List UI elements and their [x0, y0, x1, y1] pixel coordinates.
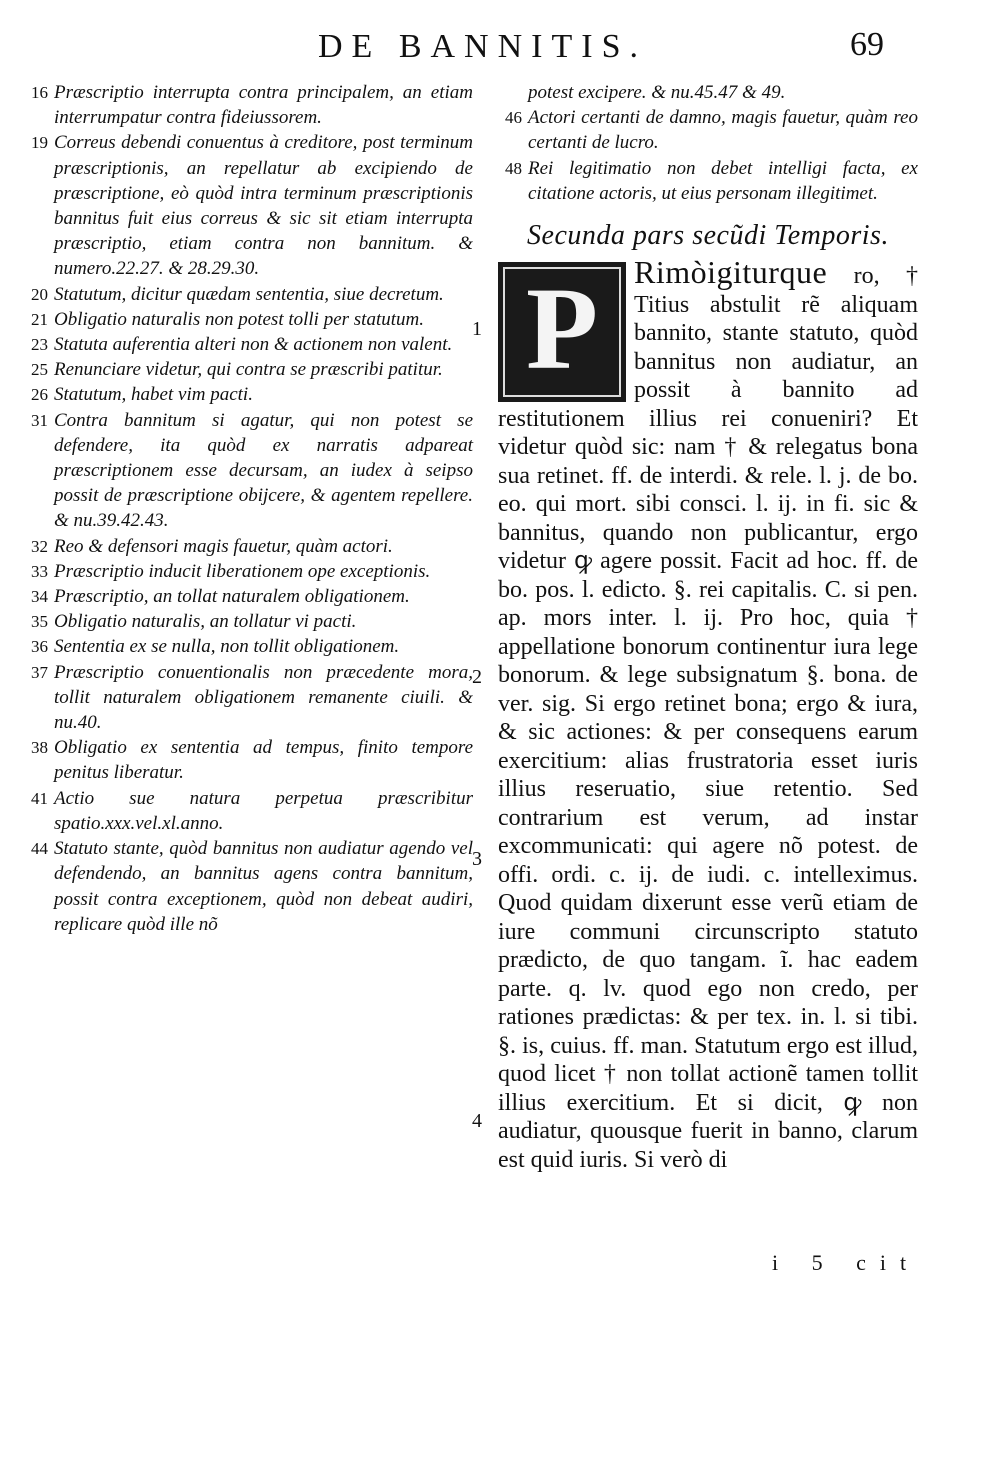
entry-text: Statutum, dicitur quædam sententia, siue decretum.	[54, 283, 444, 305]
index-entry	[18, 634, 473, 659]
index-entry	[18, 584, 473, 609]
index-entry	[498, 80, 918, 105]
entry-number: 44	[31, 839, 48, 859]
index-entry	[18, 382, 473, 407]
index-entry	[18, 609, 473, 634]
entry-text: potest excipere. & nu.45.47 & 49.	[528, 82, 786, 103]
section-title: Secunda pars secũdi Temporis.	[527, 220, 889, 252]
entry-text: Obligatio naturalis non potest tolli per statutum.	[54, 308, 424, 330]
entry-text: Statuto stante, quòd bannitus non audiatur agendo vel defendendo, an bannitus agens contra bannitum, possit contra exceptionem, quòd non debeat audiri, replicare quòd ille nõ	[54, 838, 473, 935]
opening-word: Rimòigiturque	[634, 254, 828, 291]
index-entry	[18, 357, 473, 382]
entry-text: Reo & defensori magis fauetur, quàm actori.	[54, 535, 393, 557]
entry-text: Obligatio naturalis, an tollatur vi pacti.	[54, 611, 357, 633]
entry-number: 19	[31, 133, 48, 153]
right-index	[498, 80, 918, 206]
margin-number: 3	[472, 848, 482, 871]
entry-number: 37	[31, 662, 48, 682]
entry-number: 33	[31, 561, 48, 581]
entry-text: Actio sue natura perpetua præscribitur spatio.xxx.vel.xl.anno.	[54, 787, 473, 834]
entry-text: Contra bannitum si agatur, qui non potest se defendere, ita quòd ex narratis adpareat præscriptionem esse decursam, an iudex à seipso possit de præscriptione obijcere, & agentem repellere. & nu.39.42.43.	[54, 409, 473, 532]
entry-text: Rei legitimatio non debet intelligi facta, ex citatione actoris, ut eius personam illegitimet.	[528, 157, 918, 204]
entry-number: 20	[31, 284, 48, 304]
main-text	[472, 254, 918, 1174]
index-entry	[498, 156, 918, 206]
index-entry	[18, 130, 473, 281]
index-entry	[18, 282, 473, 307]
margin-number: 4	[472, 1110, 482, 1133]
entry-number: 26	[31, 385, 48, 405]
entry-text: Sententia ex se nulla, non tollit obligationem.	[54, 636, 400, 658]
entry-number: 48	[505, 158, 522, 178]
index-entry	[18, 836, 473, 937]
entry-text: Renunciare videtur, qui contra se præscribi patitur.	[54, 359, 443, 381]
running-head	[0, 28, 1000, 72]
entry-number: 32	[31, 536, 48, 556]
index-entry	[18, 534, 473, 559]
entry-number: 31	[31, 410, 48, 430]
left-index-column	[18, 80, 473, 937]
entry-number: 36	[31, 637, 48, 657]
entry-number: 21	[31, 309, 48, 329]
decorated-initial	[498, 262, 626, 402]
entry-text: Obligatio ex sententia ad tempus, finito tempore penitus liberatur.	[54, 737, 473, 784]
entry-number: 35	[31, 612, 48, 632]
entry-text: Actori certanti de damno, magis fauetur, quàm reo certanti de lucro.	[528, 107, 918, 154]
entry-text: Præscriptio inducit liberationem ope exceptionis.	[54, 560, 431, 582]
index-entry	[18, 786, 473, 836]
page-number: 69	[850, 26, 884, 63]
entry-number: 38	[31, 738, 48, 758]
index-entry	[18, 80, 473, 130]
right-column	[472, 80, 918, 1174]
entry-number: 23	[31, 335, 48, 355]
entry-number: 41	[31, 788, 48, 808]
entry-number: 16	[31, 83, 48, 102]
index-entry	[18, 408, 473, 534]
index-entry	[18, 660, 473, 736]
catchwords: i 5 cit	[772, 1250, 921, 1275]
initial-letter: P	[525, 263, 599, 395]
entry-number: 46	[505, 108, 522, 128]
index-entry	[18, 332, 473, 357]
margin-number: 2	[472, 666, 482, 689]
index-entry	[18, 735, 473, 785]
index-entry	[18, 307, 473, 332]
index-entry	[18, 559, 473, 584]
entry-text: Præscriptio interrupta contra principalem, an etiam interrumpatur contra fideiussorem.	[54, 82, 473, 129]
entry-number: 25	[31, 360, 48, 380]
running-title: DE BANNITIS.	[318, 28, 647, 65]
entry-number: 34	[31, 587, 48, 607]
entry-text: Præscriptio, an tollat naturalem obligationem.	[54, 586, 410, 608]
index-entry	[498, 105, 918, 155]
margin-number: 1	[472, 318, 482, 341]
entry-text: Statutum, habet vim pacti.	[54, 384, 253, 406]
entry-text: Præscriptio conuentionalis non præcedente mora, tollit naturalem obligationem remanente ciuili. & nu.40.	[54, 661, 473, 734]
entry-text: Correus debendi conuentus à creditore, post terminum præscriptionis, an repellatur ab excipiendo de præscriptione, eò quòd intra terminum præscriptionis bannitus fuit eius correus & sic sit etiam interrupta præscriptio, etiam contra non bannitum. & numero.22.27. & 28.29.30.	[54, 132, 473, 280]
entry-text: Statuta auferentia alteri non & actionem non valent.	[54, 334, 453, 356]
body-text: ro, † Titius abstulit rẽ aliquam bannito, stante statuto, quòd bannitus non audiatur, an possit à bannito ad restitutionem illius rei conueniri? Et videtur quòd sic: nam † & relegatus bona sua retinet. ff. de interdi. & rele. l. j. de bo. eo. qui mort. sibi consci. l. ij. in fi. sic & bannitus, quando non publicantur, ergo videtur ꝙ agere possit. Facit ad hoc. ff. de bo. pos. l. edicto. §. rei capitalis. C. si pen. ap. mors inter. l. ij. Pro hoc, quia † appellatione bonorum continentur iura lege bonorum. & lege subsignatum §. bona. de ver. sig. Si ergo retinet bona; ergo & iura, & sic actiones: & per consequens earum exercitium: alias frustratoria esset iuris illius reseruatio, siue retentio. Sed contrarium est verum, ad instar excommunicati: qui agere nõ potest. de offi. ordi. c. ij. de iudi. c. intelleximus. Quod quidam dixerunt esse verũ etiam de iure communi circunscripto statuto prædicto, de quo tangam. ĩ. hac eadem parte. q. lv. quod ego non credo, per rationes prædictas: & per tex. in. l. si tibi. §. is, cuius. ff. man. Statutum ergo est illud, quod licet † non tollat actionẽ tamen tollit illius exercitium. Et si dicit, ꝙ non audiatur, quousque fuerit in banno, clarum est quid iuris. Si verò di	[498, 263, 918, 1173]
